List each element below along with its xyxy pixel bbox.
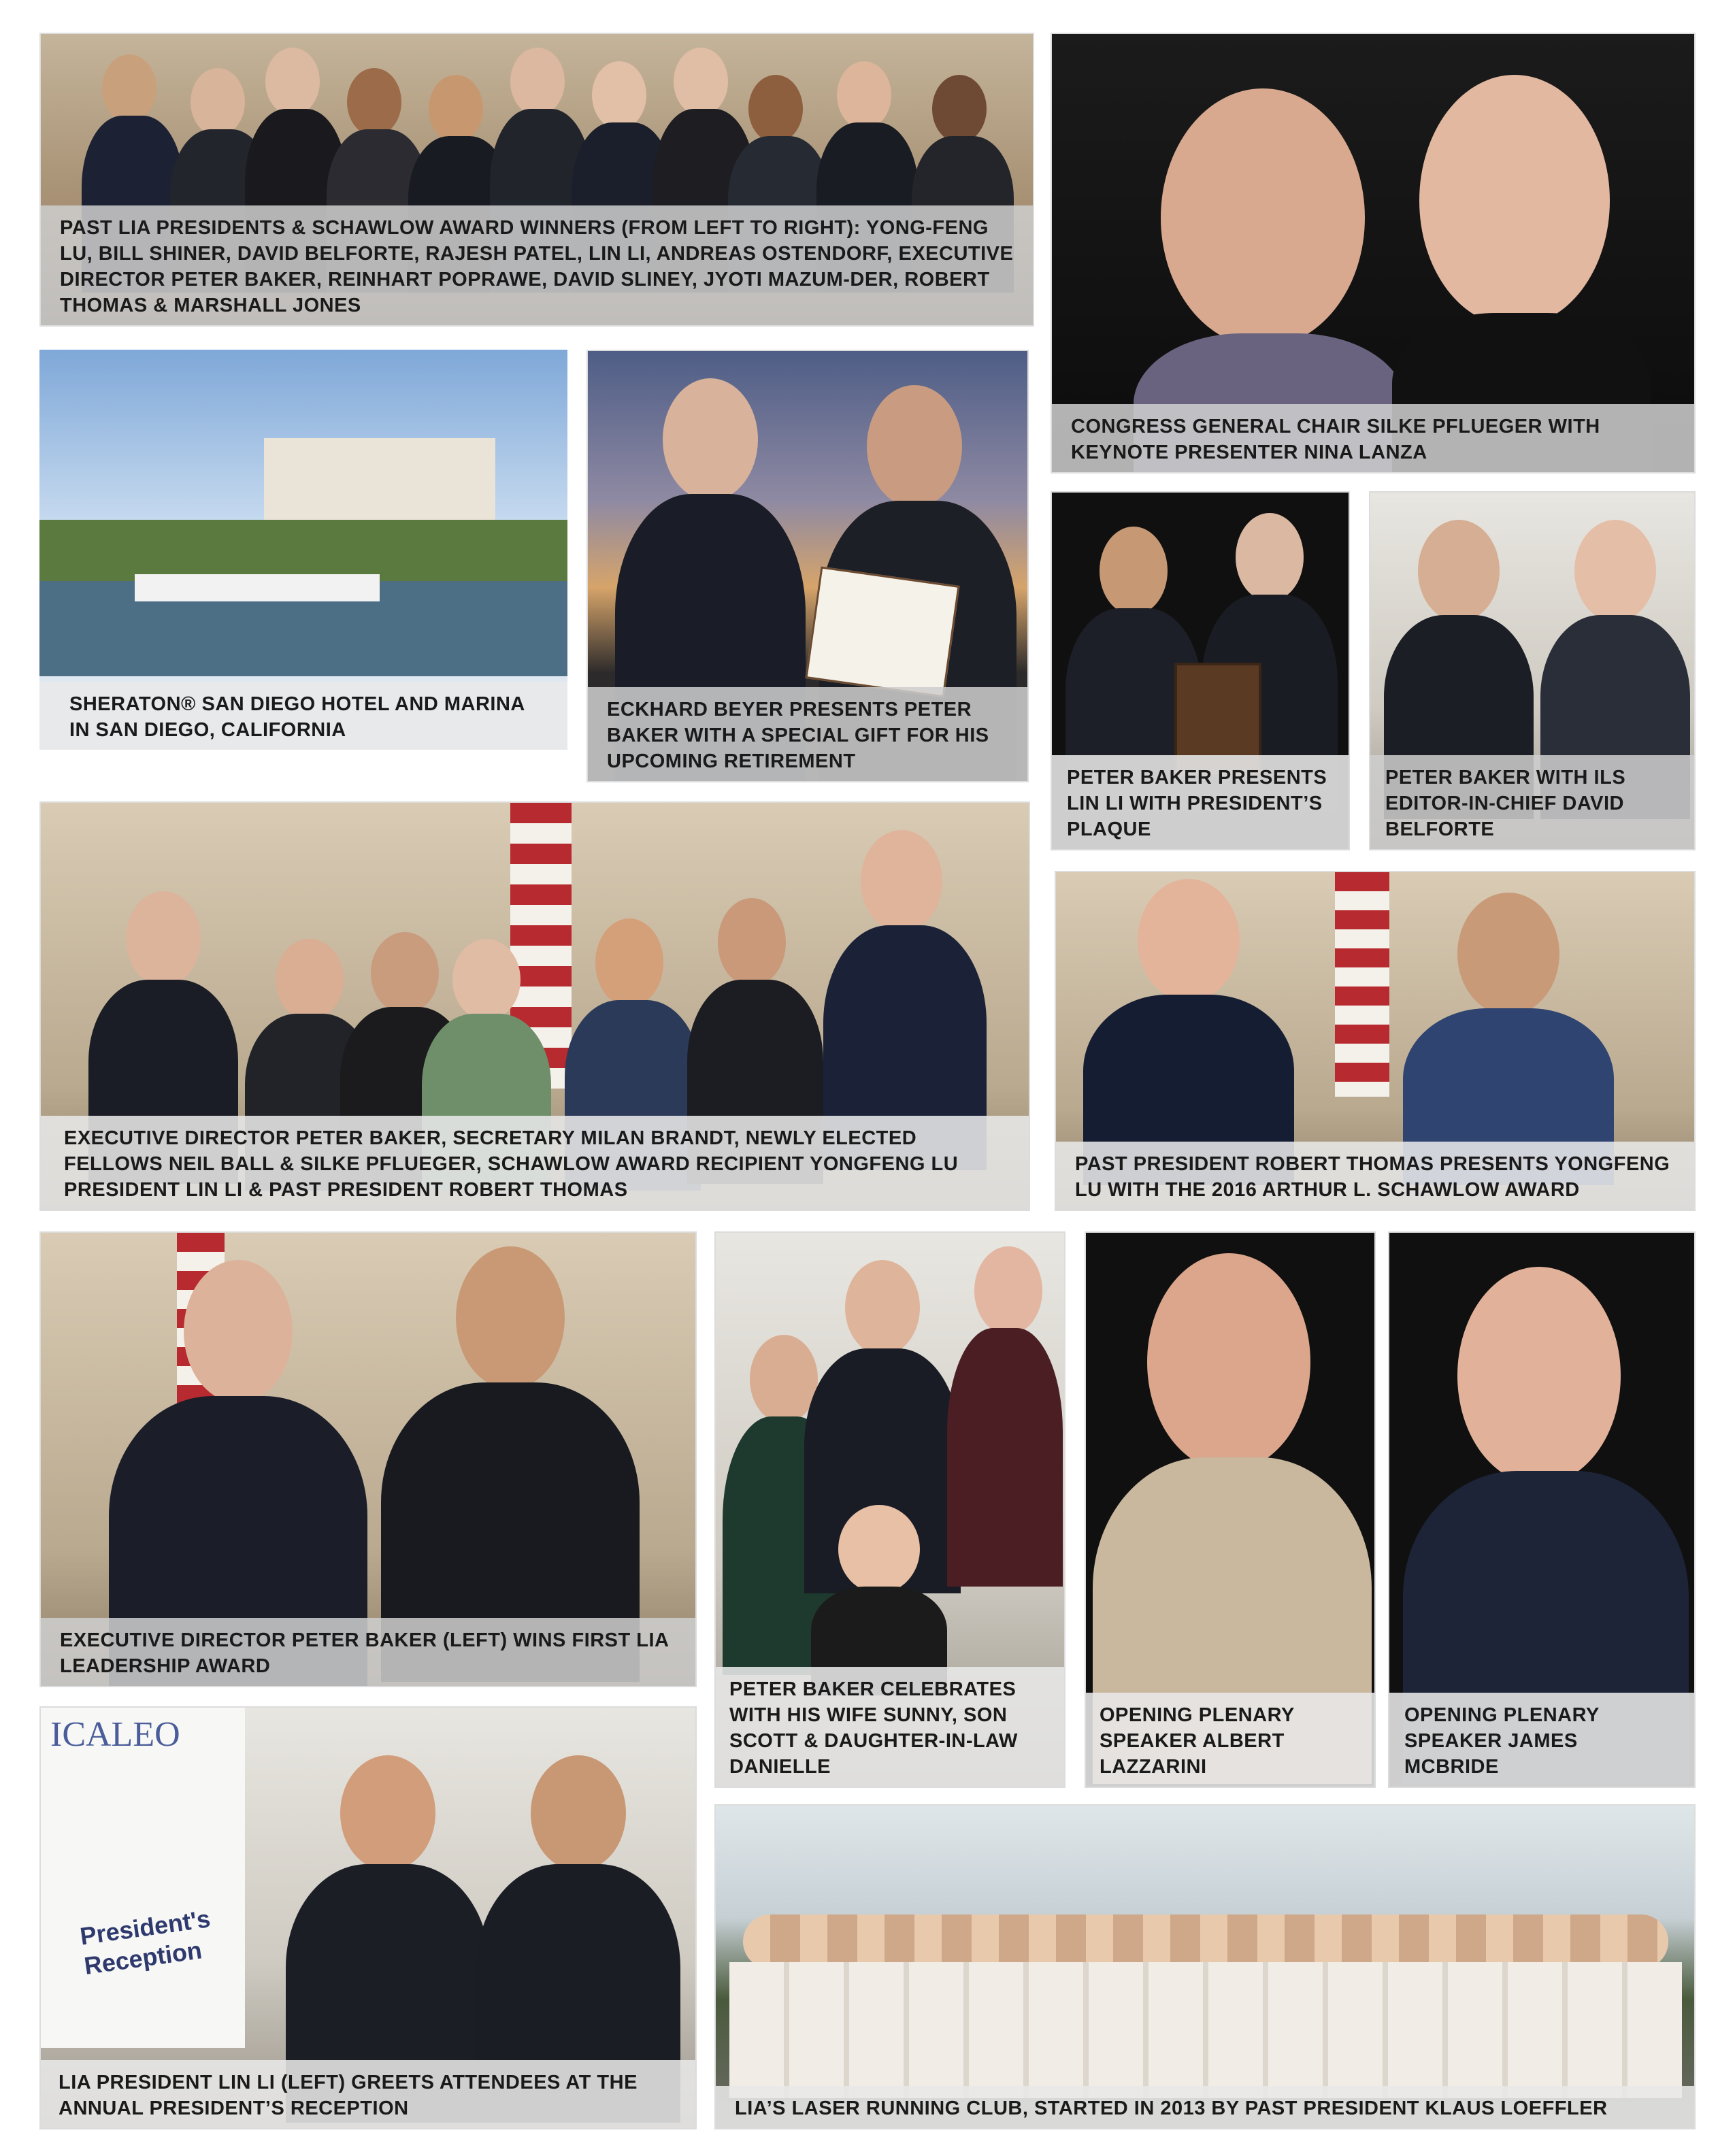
photo-caption: EXECUTIVE DIRECTOR PETER BAKER, SECRETARY MILAN BRANDT, NEWLY ELECTED FELLOWS NEIL BALL & SILKE PFLUEGER, SCHAWLOW AWARD RECIPIENT YONGFENG LU PRESIDENT LIN LI & PAST PRESIDENT ROBERT THOMAS — [41, 1116, 1029, 1210]
photo-presidents-reception — [39, 1706, 697, 2129]
photo-caption: OPENING PLENARY SPEAKER ALBERT LAZZARINI — [1086, 1693, 1374, 1787]
photo-hotel-marina — [39, 350, 567, 750]
banner-logo: ICALEO — [50, 1715, 180, 1754]
photo-baker-family — [714, 1231, 1065, 1788]
photo-caption: EXECUTIVE DIRECTOR PETER BAKER (LEFT) WINS FIRST LIA LEADERSHIP AWARD — [41, 1618, 695, 1686]
certificate — [805, 566, 959, 697]
photo-caption: PETER BAKER WITH ILS EDITOR-IN-CHIEF DAVID BELFORTE — [1370, 755, 1694, 849]
photo-past-presidents — [39, 33, 1034, 327]
runner-heads — [743, 1914, 1668, 1969]
boats — [135, 574, 380, 601]
photo-baker-belforte — [1369, 491, 1696, 850]
photo-caption: SHERATON® SAN DIEGO HOTEL AND MARINA IN SAN DIEGO, CALIFORNIA — [39, 682, 567, 750]
photo-president-plaque — [1051, 491, 1350, 850]
photo-caption: PAST LIA PRESIDENTS & SCHAWLOW AWARD WINNERS (FROM LEFT TO RIGHT): YONG-FENG LU, BILL SHINER, DAVID BELFORTE, RAJESH PATEL, LIN LI, ANDREAS OSTENDORF, EXECUTIVE DIRECTOR PETER BAKER, REINHART POPRAWE, DAVID SLINEY, JYOTI MAZUM-DER, ROBERT THOMAS & MARSHALL JONES — [41, 205, 1033, 325]
photo-pflueger-lanza — [1051, 33, 1696, 474]
photo-caption: PETER BAKER CELEBRATES WITH HIS WIFE SUNNY, SON SCOTT & DAUGHTER-IN-LAW DANIELLE — [716, 1667, 1064, 1787]
photo-caption: PETER BAKER PRESENTS LIN LI WITH PRESIDENT’S PLAQUE — [1052, 755, 1349, 849]
reception-sign: President's Reception — [78, 1904, 212, 1980]
photo-mcbride — [1388, 1231, 1696, 1788]
photo-caption: LIA’S LASER RUNNING CLUB, STARTED IN 2013 BY PAST PRESIDENT KLAUS LOEFFLER — [716, 2086, 1694, 2128]
us-flag — [1335, 872, 1389, 1097]
photo-fellows-group — [39, 801, 1030, 1211]
photo-caption: OPENING PLENARY SPEAKER JAMES MCBRIDE — [1389, 1693, 1694, 1787]
photo-schawlow-award — [1055, 871, 1696, 1211]
photo-running-club — [714, 1804, 1696, 2129]
photo-leadership-award — [39, 1231, 697, 1687]
photo-scene — [716, 1806, 1694, 2128]
photo-beyer-gift — [586, 350, 1029, 782]
reception-banner — [41, 1708, 245, 2048]
photo-caption: PAST PRESIDENT ROBERT THOMAS PRESENTS YONGFENG LU WITH THE 2016 ARTHUR L. SCHAWLOW AWARD — [1056, 1142, 1694, 1210]
runner-shirts — [729, 1962, 1682, 2098]
photo-caption: ECKHARD BEYER PRESENTS PETER BAKER WITH A SPECIAL GIFT FOR HIS UPCOMING RETIREMENT — [588, 687, 1027, 781]
photo-caption: CONGRESS GENERAL CHAIR SILKE PFLUEGER WITH KEYNOTE PRESENTER NINA LANZA — [1052, 404, 1694, 472]
photo-caption: LIA PRESIDENT LIN LI (LEFT) GREETS ATTENDEES AT THE ANNUAL PRESIDENT’S RECEPTION — [41, 2060, 695, 2128]
photo-lazzarini — [1085, 1231, 1376, 1788]
